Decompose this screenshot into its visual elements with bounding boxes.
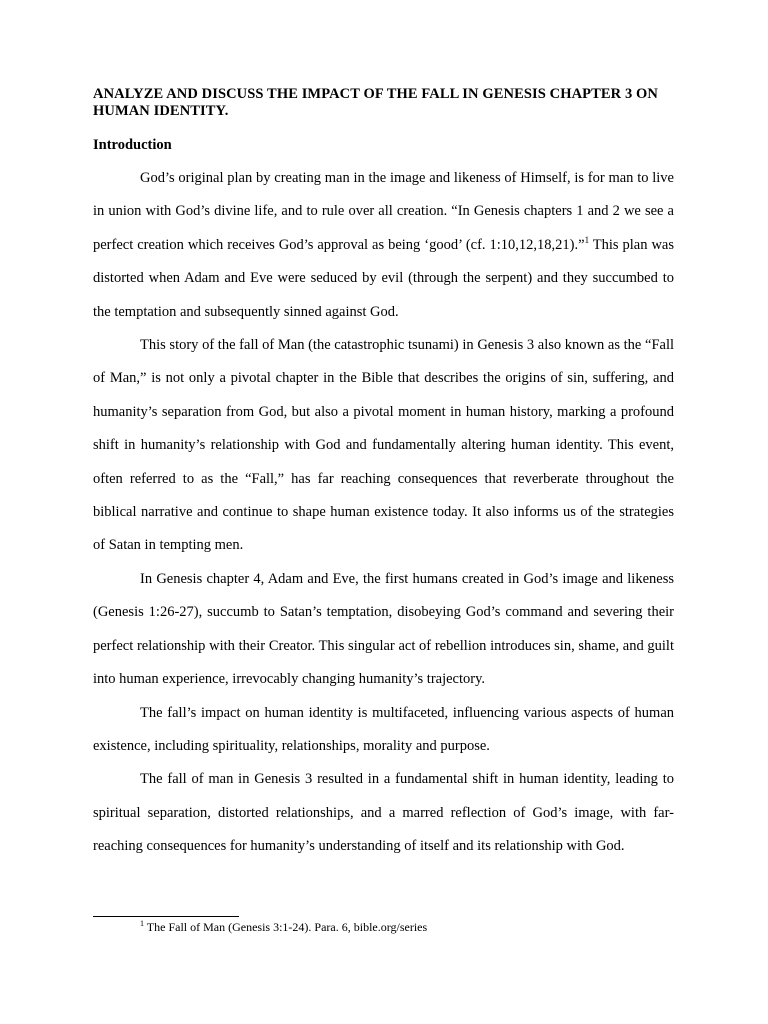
paragraph-3: In Genesis chapter 4, Adam and Eve, the first humans created in God’s image and likeness (Genesis 1:26-27), succumb to Satan’s temptation, disobeying God’s command and severing their perfect relationship with their Creator. This singular act of rebellion introduces sin, shame, and guilt into human experience, irrevocably changing humanity’s trajectory. bbox=[93, 570, 674, 688]
paragraph-5: The fall of man in Genesis 3 resulted in a fundamental shift in human identity, leading to spiritual separation, distorted relationships, and a marred reflection of God’s image, with far-reaching consequences for humanity’s understanding of itself and its relationship with God. bbox=[93, 771, 674, 855]
footnote bbox=[140, 920, 427, 935]
paragraph-4: The fall’s impact on human identity is multifaceted, influencing various aspects of human existence, including spirituality, relationships, morality and purpose. bbox=[93, 704, 674, 754]
document-title: ANALYZE AND DISCUSS THE IMPACT OF THE FALL IN GENESIS CHAPTER 3 ON HUMAN IDENTITY. bbox=[93, 86, 658, 119]
footnote-divider bbox=[93, 916, 239, 917]
paragraph-1 bbox=[93, 162, 674, 329]
document-body bbox=[93, 86, 674, 864]
section-heading: Introduction bbox=[93, 137, 172, 153]
footnote-text: The Fall of Man (Genesis 3:1-24). Para. 6, bible.org/series bbox=[144, 920, 428, 934]
footnote-reference[interactable]: 1 bbox=[584, 234, 590, 245]
paragraph-1-text-a: God’s original plan by creating man in the image and likeness of Himself, is for man to live in union with God’s divine life, and to rule over all creation. “In Genesis chapters 1 and 2 we see a perfect creation which receives God’s approval as being ‘good’ (cf. 1:10,12,18,21).” bbox=[93, 170, 674, 253]
paragraph-2: This story of the fall of Man (the catastrophic tsunami) in Genesis 3 also known as the “Fall of Man,” is not only a pivotal chapter in the Bible that describes the origins of sin, suffering, and humanity’s separation from God, but also a pivotal moment in human history, marking a profound shift in humanity’s relationship with God and fundamentally altering human identity. This event, often referred to as the “Fall,” has far reaching consequences that reverberate throughout the biblical narrative and continue to shape human existence today. It also informs us of the strategies of Satan in tempting men. bbox=[93, 337, 674, 554]
paragraph-1-text-b: This plan was distorted when Adam and Eve were seduced by evil (through the serpent) and they succumbed to the temptation and subsequently sinned against God. bbox=[93, 236, 674, 320]
footnote-number: 1 bbox=[140, 919, 144, 928]
